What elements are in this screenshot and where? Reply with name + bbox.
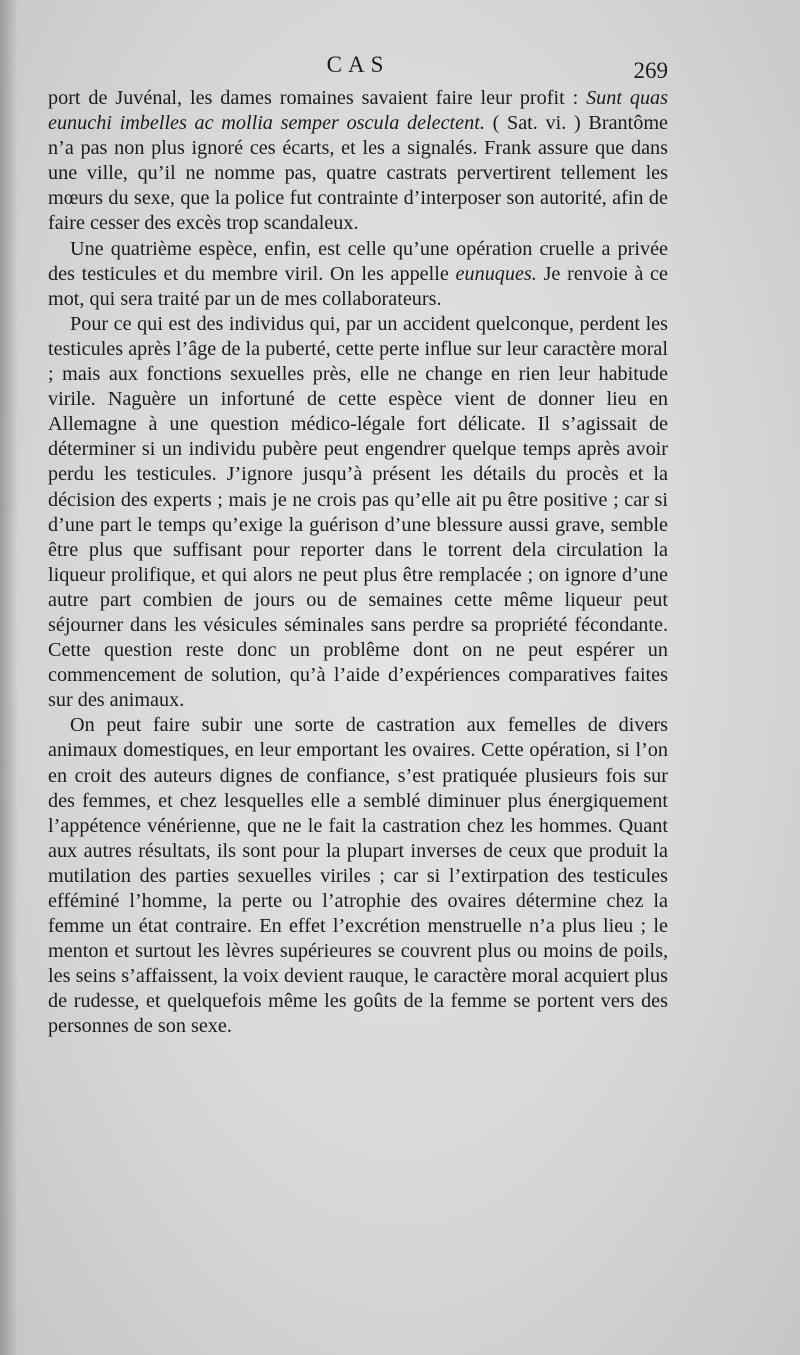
page-header [48,52,668,86]
paragraph-1 [48,86,668,237]
text-run: port de Juvénal, les dames romaines savaient faire leur profit : [48,87,587,109]
page-number: 269 [633,58,668,83]
text-run: Pour ce qui est des individus qui, par un accident quelconque, perdent les testicules après l’âge de la puberté, cette perte influe sur leur caractère moral ; mais aux fonctions sexuelles près, elle ne change en rien leur habitude virile. Naguère un infortuné de cette espèce vient de donner lieu en Allemagne à une question médico-légale fort délicate. Il s’agissait de déterminer si un individu pubère peut engendrer quelque temps après avoir perdu les testicules. J’ignore jusqu’à présent les détails du procès et la décision des experts ; mais je ne crois pas qu’elle ait pu être positive ; car si d’une part le temps qu’exige la guérison d’une blessure aussi grave, semble être plus que suffisant pour reporter dans le torrent dela circulation la liqueur prolifique, et qui alors ne peut plus être remplacée ; on ignore d’une autre part combien de jours ou de semaines cette même liqueur peut séjourner dans les vésicules séminales sans perdre sa propriété fécondante. Cette question reste donc un problême dont on ne peut espérer un commencement de solution, qu’à l’aide d’expériences comparatives faites sur des animaux. [48,312,668,712]
paragraph-2 [48,237,668,312]
running-head: CAS [326,52,390,77]
text-run: Je renvoie à ce mot, qui sera traité par un de mes collaborateurs. [48,262,668,310]
latin-quotation: Sunt quas eunuchi imbelles ac mollia semper oscula delectent. [48,87,668,135]
text-run: On peut faire subir une sorte de castration aux femelles de divers animaux domestiques, en leur emportant les ovaires. Cette opération, si l’on en croit des auteurs dignes de confiance, s’est pratiquée plusieurs fois sur des femmes, et chez lesquelles elle a semblé diminuer plus énergiquement l’appétence vénérienne, que ne le fait la castration chez les hommes. Quant aux autres résultats, ils sont pour la plupart inverses de ceux que produit la mutilation des parties sexuelles viriles ; car si l’extirpation des testicules efféminé l’homme, la perte ou l’atrophie des ovaires détermine chez la femme un état contraire. En effet l’excrétion menstruelle n’a plus lieu ; le menton et surtout les lèvres supérieures se couvrent plus ou moins de poils, les seins s’affaissent, la voix devient rauque, le caractère moral acquiert plus de rudesse, et quelquefois même les goûts de la femme se portent vers des personnes de son sexe. [48,714,668,1038]
body-text [48,86,668,1040]
text-run: ( Sat. vi. ) Brantôme n’a pas non plus ignoré ces écarts, et les a signalés. Frank assure que dans une ville, qu’il ne nomme pas, quatre castrats pervertirent tellement les mœurs du sexe, que la police fut contrainte d’interposer son autorité, afin de faire cesser des excès trop scandaleux. [48,112,668,235]
paragraph-3 [48,312,668,714]
paragraph-4 [48,713,668,1039]
text-run: Une quatrième espèce, enfin, est celle qu’une opération cruelle a privée des testicules et du membre viril. On les appelle [48,237,668,285]
italic-term: eunuques. [455,262,537,285]
